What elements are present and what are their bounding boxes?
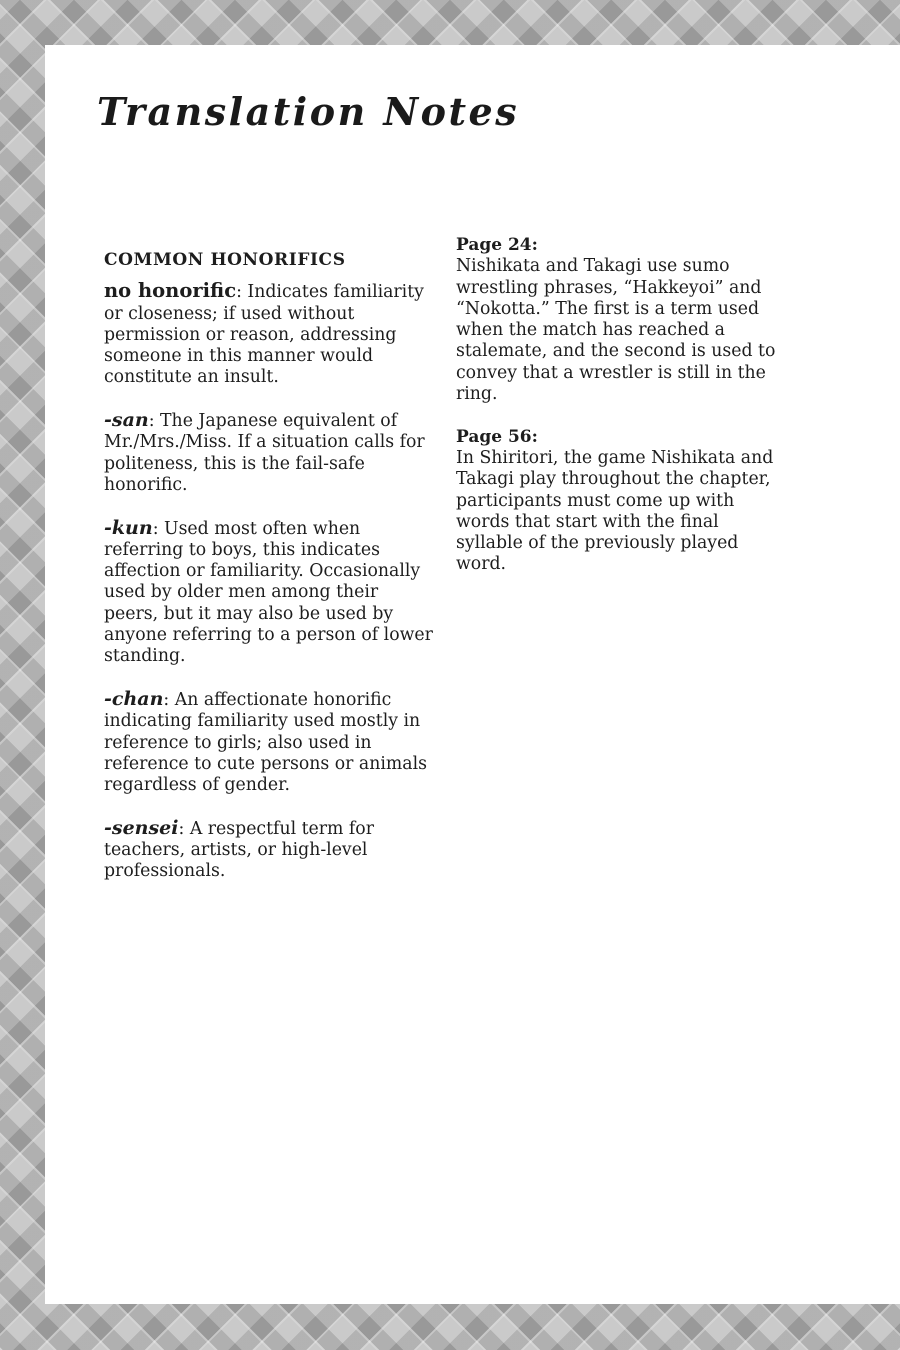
honorific-entry: [104, 518, 434, 668]
page-title: Translation Notes: [97, 89, 520, 134]
honorific-term: -sensei: [104, 816, 179, 839]
page-note-heading: Page 24:: [456, 235, 538, 255]
honorific-definition: : An affectionate honorific indicating familiarity used mostly in reference to girls; also used in reference to cute persons or animals regardless of gender.: [104, 689, 427, 796]
page-note-text: In Shiritori, the game Nishikata and Takagi play throughout the chapter, participants must come up with words that start with the final syllable of the previously played word.: [456, 447, 774, 575]
honorific-entry: [104, 280, 434, 388]
section-heading: COMMON HONORIFICS: [104, 250, 346, 270]
honorific-term: -chan: [104, 687, 164, 710]
honorific-definition: : The Japanese equivalent of Mr./Mrs./Miss. If a situation calls for politeness, this is the fail-safe honorific.: [104, 411, 425, 495]
page-note-heading: Page 56:: [456, 426, 538, 447]
page-note: [456, 427, 786, 576]
honorifics-column: [104, 250, 434, 904]
honorific-term: no honorific: [104, 279, 237, 303]
honorific-entry: [104, 410, 434, 496]
honorific-definition: : Indicates familiarity or closeness; if used without permission or reason, addressing someone in this manner would constitute an insult.: [104, 282, 424, 388]
honorific-entry: [104, 689, 434, 796]
page-note: [456, 235, 786, 405]
honorific-definition: : Used most often when referring to boys, this indicates affection or familiarity. Occasionally used by older men among their peers, but it may also be used by anyone referring to a person of lower standing.: [104, 518, 433, 667]
honorific-entry: [104, 818, 434, 883]
page-note-text: Nishikata and Takagi use sumo wrestling phrases, “Hakkeyoi” and “Nokotta.” The first is a term used when the match has reached a stalemate, and the second is used to convey that a wrestler is still in the ring.: [456, 256, 776, 405]
page: [45, 45, 900, 1304]
honorific-definition: : A respectful term for teachers, artists, or high-level professionals.: [104, 818, 374, 882]
honorific-term: -kun: [104, 516, 153, 539]
page-notes-column: [456, 235, 786, 597]
honorific-term: -san: [104, 409, 149, 432]
